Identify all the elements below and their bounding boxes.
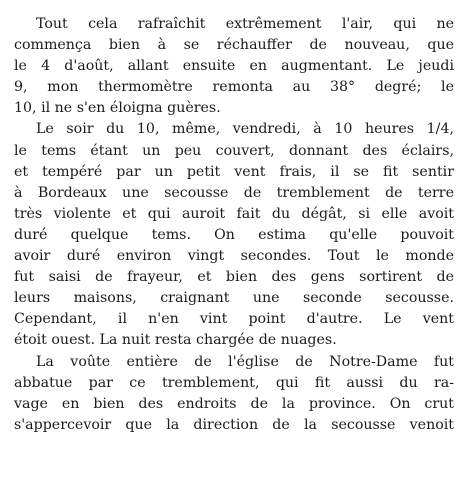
text-line: Cependant, il n'en vint point d'autre. Le vent: [14, 311, 454, 328]
text-line: La voûte entière de l'église de Notre-Dame fut: [36, 353, 454, 370]
text-line: le tems étant un peu couvert, donnant des éclairs,: [14, 142, 454, 159]
text-line: avoir duré environ vingt secondes. Tout le monde: [14, 248, 454, 265]
text-line: leurs maisons, craignant une seconde secousse.: [14, 290, 454, 307]
text-line: 10, il ne s'en éloigna guères.: [14, 100, 221, 117]
document-page: [14, 14, 454, 436]
text-line: le 4 d'août, allant ensuite en augmentant. Le jeudi: [14, 58, 454, 75]
paragraph-1: [14, 14, 454, 119]
text-line: étoit ouest. La nuit resta chargée de nuages.: [14, 332, 337, 349]
text-line: fut saisi de frayeur, et bien des gens sortirent de: [14, 269, 454, 286]
text-line: Tout cela rafraîchit extrêmement l'air, qui ne: [36, 16, 454, 32]
text-line: et tempéré par un petit vent frais, il se fit sentir: [14, 163, 454, 180]
text-line: abbatue par ce tremblement, qui fit aussi du ra-: [14, 374, 454, 391]
paragraph-3: [14, 352, 454, 436]
text-line: s'appercevoir que la direction de la secousse venoit: [14, 416, 454, 433]
paragraph-2: [14, 119, 454, 351]
text-line: Le soir du 10, même, vendredi, à 10 heures 1/4,: [36, 121, 454, 138]
text-line: commença bien à se réchauffer de nouveau, que: [14, 37, 454, 54]
text-line: duré quelque tems. On estima qu'elle pouvoit: [14, 226, 454, 243]
text-line: à Bordeaux une secousse de tremblement de terre: [14, 184, 454, 201]
text-line: 9, mon thermomètre remonta au 38° degré; le: [14, 79, 454, 96]
text-line: très violente et qui auroit fait du dégât, si elle avoit: [14, 205, 454, 222]
text-line: vage en bien des endroits de la province. On crut: [14, 395, 454, 412]
